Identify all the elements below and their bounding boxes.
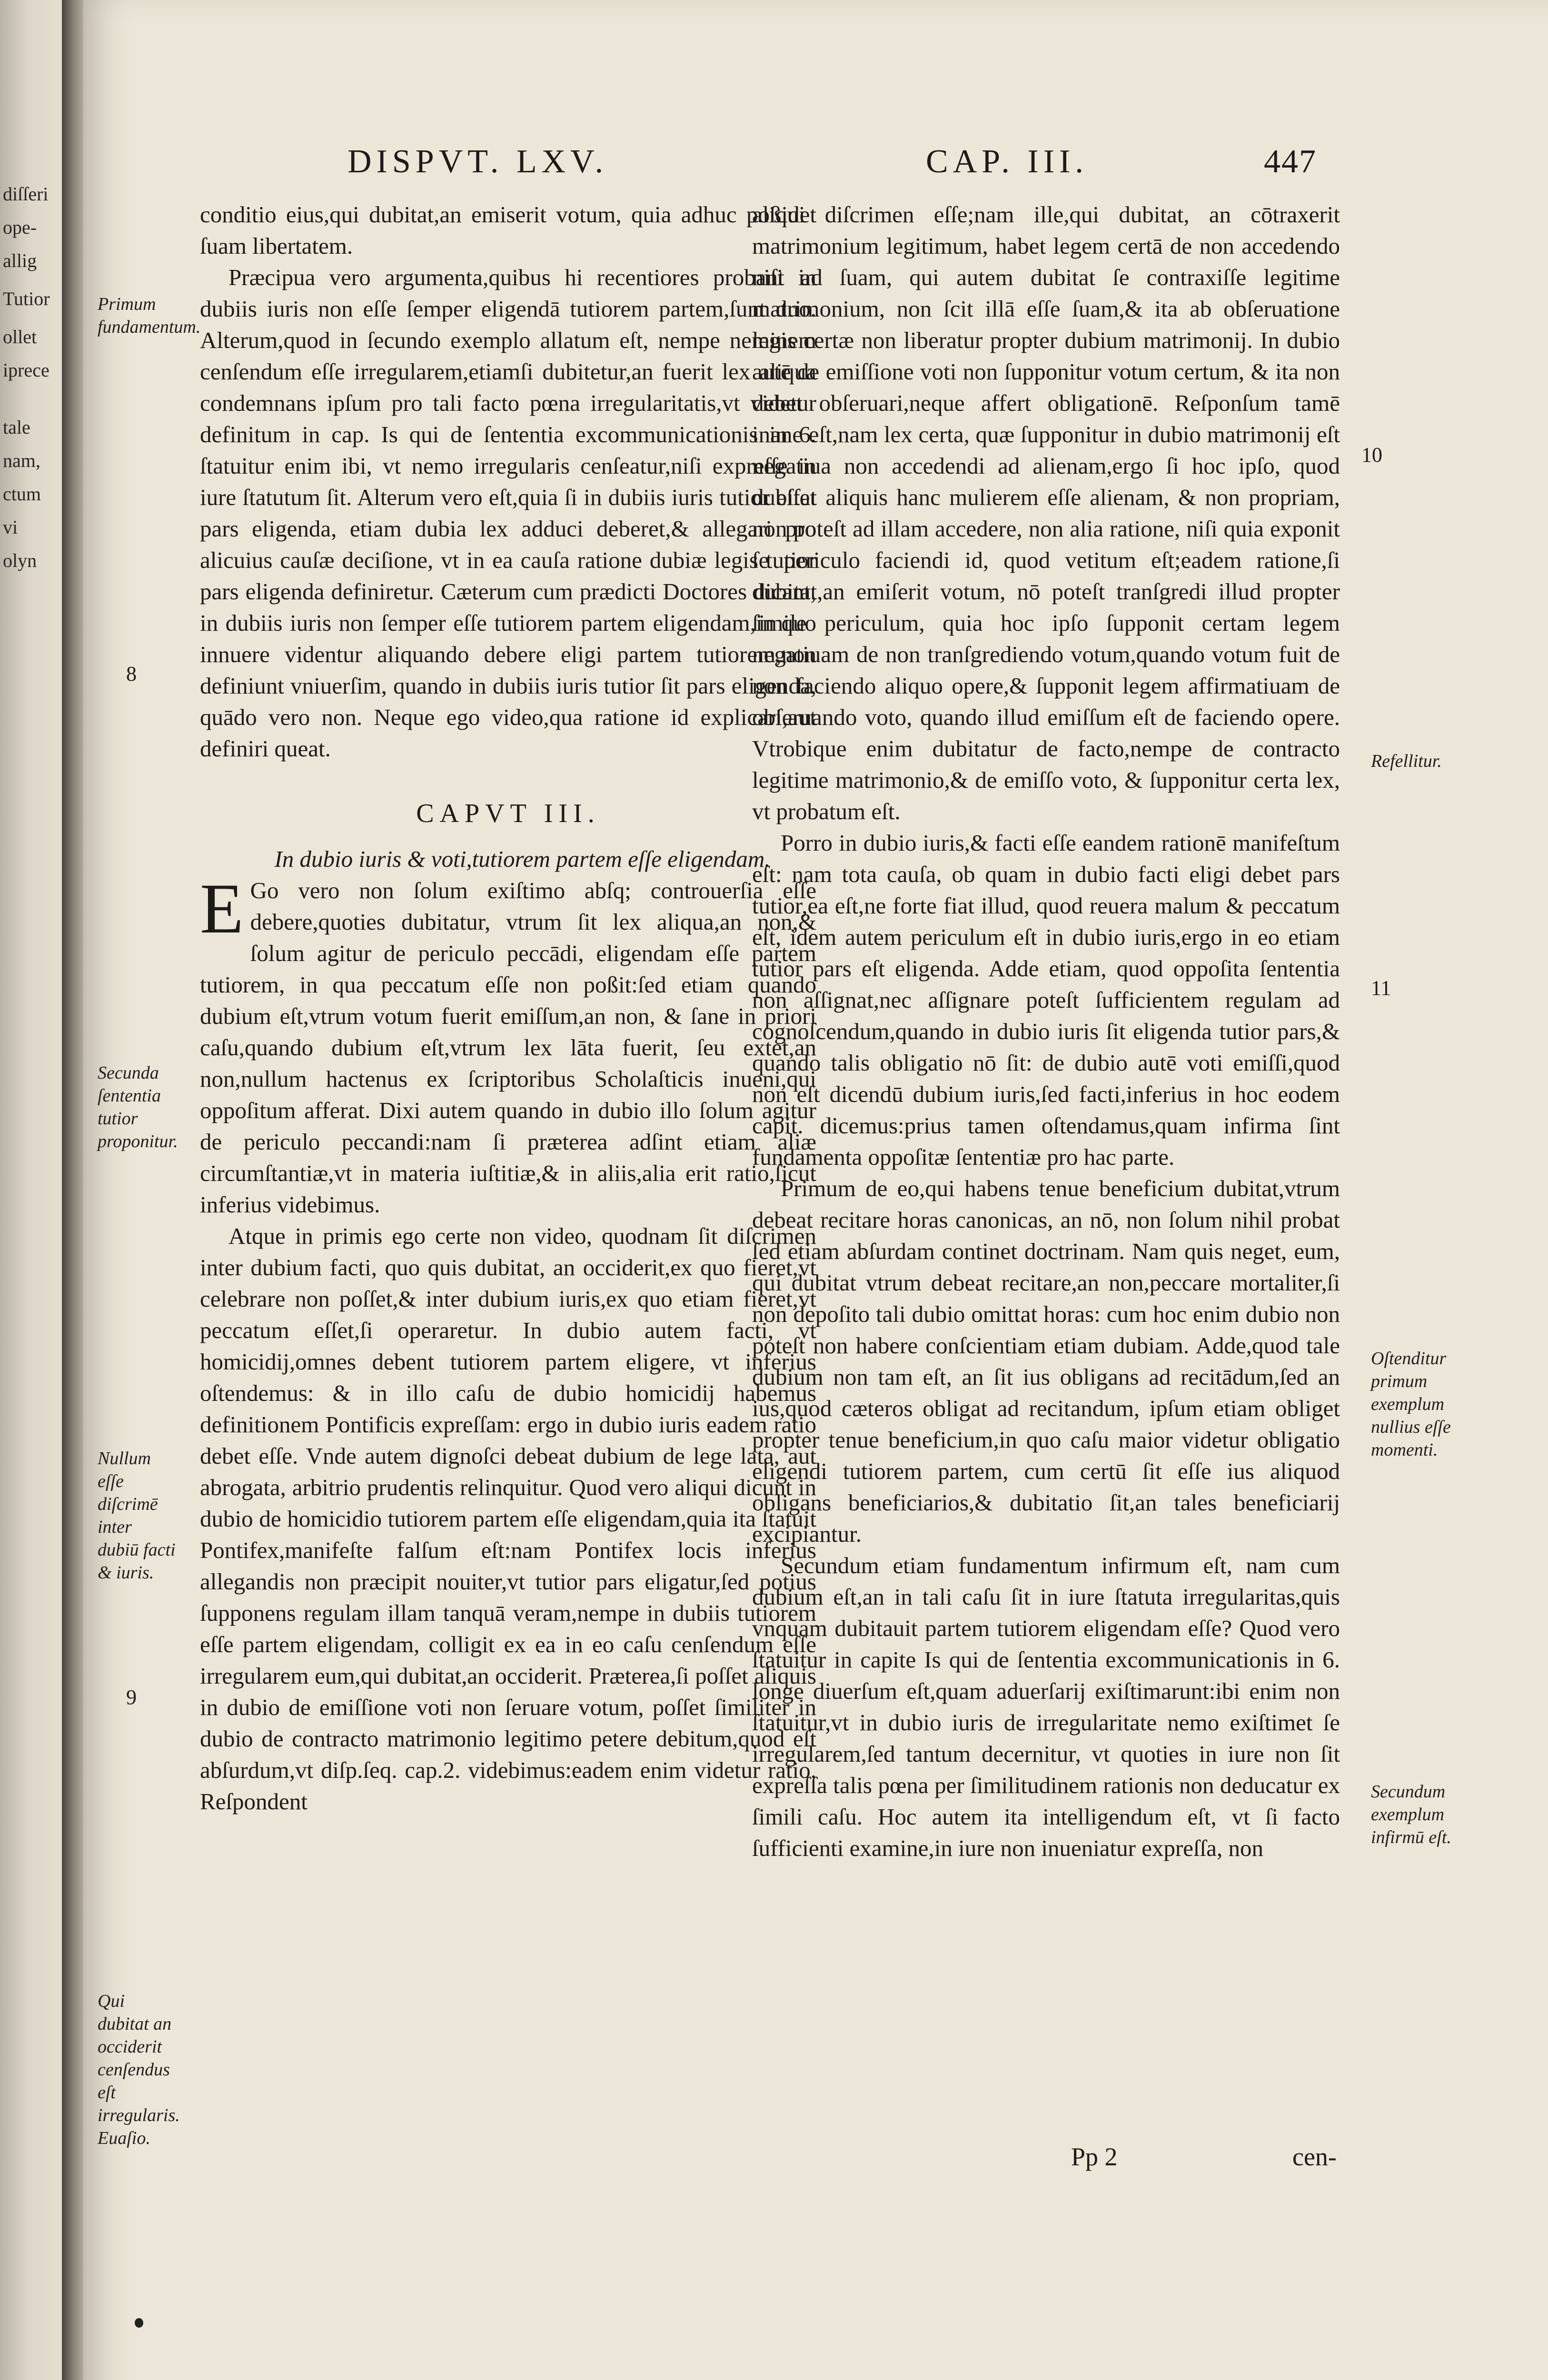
paragraph: Præcipua vero argumenta,quibus hi recentiores probant in dubiis iuris non eſſe ſemper eligendā tutiorem partem,ſunt duo. Alterum,quod in ſecundo exemplo allatum eſt, nempe neminem cenſendum eſſe irregularem,etiamſi dubitetur,an fuerit lex aliqua condemnans ipſum pro tali facto pœna irregularitatis,vt videtur definitum in cap. Is qui de ſententia excommunicationis in 6. ſtatuitur enim ibi, vt nemo irregularis cenſeatur,niſi expreſſe in iure ſtatutum ſit. Alterum vero eſt,quia ſi in dubiis iuris tutior eſſet pars eligenda, etiam dubia lex adduci deberet,& allegari pro alicuius cauſæ deciſione, vt in ea cauſa ratione dubiæ legis tutior pars eligenda definiretur. Cæterum cum prædicti Doctores dicant, in dubiis iuris non ſemper eſſe tutiorem partem eligendam,in quo innuere videntur aliquando debere eligi partem tutiorem,non definiunt vniuerſim, quando in dubiis iuris tutior ſit pars eligenda, quādo vero non. Neque ego video,qua ratione id explicari,aut definiri queat.	[200, 264, 816, 762]
right-column	[752, 199, 1340, 1864]
chapter-subtitle: In dubio iuris & voti,tutiorem partem eſſe eligendam.	[274, 846, 771, 872]
paragraph: Porro in dubio iuris,& facti eſſe eandem rationē manifeſtum eſt: nam tota cauſa, ob quam in dubio facti eligi debet pars tutior,ea eſt,ne forte fiat illud, quod reuera malum & peccatum eſt, idem autem periculum eſt in dubio iuris,ergo in eo etiam tutior pars eſt eligenda. Adde etiam, quod oppoſita ſententia non aſſignat,nec aſſignare poteſt ſufficientem regulam ad cognoſcendum,quando in dubio iuris ſit eligenda tutior pars,& quando talis obligatio nō ſit: de dubio autē voti emiſſi,quod non eſt dicendū dubium iuris,ſed facti,inferius in hoc eodem capit. dicemus:prius tamen oſtendamus,quam infirma ſint fundamenta oppoſitæ ſententiæ pro hac parte.	[752, 830, 1340, 1170]
prev-page-fragment: diſſeri	[3, 183, 49, 205]
prev-page-fragment: tale	[3, 416, 30, 438]
chapter-heading: CAPVT III.	[416, 799, 600, 828]
running-head-left: DISPVT. LXV.	[347, 143, 608, 180]
prev-page-fragment: vi	[3, 516, 18, 538]
margin-number: 8	[126, 662, 137, 685]
paragraph	[200, 869, 816, 1220]
paragraph: conditio eius,qui dubitat,an emiserit votum, quia adhuc poßidet ſuam libertatem.	[200, 201, 816, 259]
book-page	[83, 0, 1548, 2380]
running-head	[83, 143, 1548, 195]
margin-number: 9	[126, 1686, 137, 1709]
prev-page-fragment: ctum	[3, 483, 41, 505]
margin-note: Qui dubitat an occiderit cenſendus eſt irregularis. Euaſio.	[98, 1991, 180, 2148]
catchword: cen-	[1292, 2142, 1337, 2171]
prev-page-fragment: allig	[3, 250, 37, 271]
paragraph: Primum de eo,qui habens tenue beneficium dubitat,vtrum debeat recitare horas canonicas, an nō, non ſolum nihil probat ſed etiam abſurdam continet doctrinam. Nam quis neget, eum, qui dubitat vtrum debeat recitare,an non,peccare mortaliter,ſi non depoſito tali dubio omittat horas: cum hoc enim dubio non poteſt non habere conſcientiam etiam dubiam. Adde,quod tale dubium non tam eſt, an ſit ius obligans ad recitādum,ſed an ius,quod cæteros obligat ad recitandum, ipſum etiam obliget propter tenue beneficium,in quo caſu maior videtur obligatio eligendi tutiorem partem, cum certū ſit eſſe ius aliquod obligans beneficiarios,& dubitatio ſit,an tales beneficiarij excipiantur.	[752, 1175, 1340, 1547]
margin-note: Secundum exemplum infirmū eſt.	[1371, 1782, 1451, 1847]
signature-mark: Pp 2	[1071, 2142, 1118, 2171]
left-column	[200, 199, 816, 1817]
margin-number: 10	[1361, 443, 1382, 466]
drop-cap: E	[200, 869, 244, 948]
prev-page-fragment: iprece	[3, 359, 50, 381]
paragraph-text: Go vero non ſolum exiſtimo abſq; controuerſia eſſe debere,quoties dubitatur, vtrum ſit lex aliqua,an non,& ſolum agitur de periculo peccādi, eligendam eſſe partem tutiorem, in qua peccatum eſſe non poßit:ſed etiam quando dubium eſt,vtrum votum fuerit emiſſum,an non, & ſane in priori caſu,quando dubium eſt,vtrum lex lāta fuerit, ſeu extet,an non,nullum hactenus ex ſcriptoribus Scholaſticis inueni,qui oppoſitum afferat. Dixi autem quando in dubio illo ſolum agitur de periculo peccandi:nam ſi præterea adſint etiam aliæ circumſtantiæ,vt in materia iuſtitiæ,& in aliis,alia erit ratio,ſicut inferius videbimus.	[200, 877, 816, 1218]
prev-page-fragment: ollet	[3, 326, 37, 347]
margin-note: Primum fundamentum.	[98, 294, 201, 337]
paragraph: Secundum etiam fundamentum infirmum eſt, nam cum dubium eſt,an in tali caſu ſit in iure ſtatuta irregularitas,quis vnquam dubitauit partem tutiorem eligendam eſſe? Quod vero ſtatuitur in capite Is qui de ſententia excommunicationis in 6. longe diuerſum eſt,quam aduerſarij exiſtimarunt:ibi enim non ſtatuitur,vt in dubio iuris de irregularitate nemo exiſtimet ſe irregularem,ſed tantum decernitur, vt quoties in iure non ſit expreſſa talis pœna per ſimilitudinem rationis non deducatur ex ſimili caſu. Hoc autem ita intelligendum eſt, vt ſi facto ſufficienti examine,in iure non inueniatur expreſſa, non	[752, 1552, 1340, 1861]
margin-note: Secunda ſententia tutior proponitur.	[98, 1063, 178, 1151]
prev-page-fragment: ope-	[3, 217, 37, 238]
running-head-right: CAP. III.	[926, 143, 1088, 180]
ink-spot	[135, 2318, 143, 2328]
prev-page-fragment: nam,	[3, 450, 40, 471]
margin-note: Nullum eſſe diſcrimē inter dubiū facti & iuris.	[98, 1448, 176, 1583]
margin-number: 11	[1371, 976, 1391, 1000]
paragraph: Atque in primis ego certe non video, quodnam ſit diſcrimen inter dubium facti, quo quis dubitat, an occiderit,ex quo fieret,vt celebrare non poſſet,& inter dubium iuris,ex quo etiam fieret,vt peccatum eſſet,ſi operaretur. In dubio autem facti, vt homicidij,omnes debent tutiorem partem eligere, vt inferius oſtendemus: & in illo caſu de dubio homicidij habemus definitionem Pontificis expreſſam: ergo in dubio iuris eadem ratio debet eſſe. Vnde autem dignoſci debeat dubium de lege lata, aut abrogata, arbitrio prudentis relinquitur. Quod vero aliqui dicunt in dubio de homicidio tutiorem partem eſſe eligendam,quia ita ſtatuit Pontifex,manifeſte falſum eſt:nam Pontifex locis inferius allegandis non præcipit nouiter,vt tutior pars eligatur,ſed potius ſupponens regulam illam tanquā veram,nempe in dubiis tutiorem eſſe partem eligendam, colligit ex ea in eo caſu cenſendum eſſe irregularem eum,qui dubitat,an occiderit. Præterea,ſi poſſet aliquis in dubio de emiſſione voti non ſeruare votum, poſſet ſimiliter in dubio de contracto matrimonio legitimo petere debitum,quod eſt abſurdum,vt diſp.ſeq. cap.2. videbimus:eadem enim videtur ratio. Reſpondent	[200, 1223, 816, 1815]
previous-page-edge	[0, 0, 71, 2380]
prev-page-fragment: olyn	[3, 550, 37, 571]
prev-page-fragment: Tutior	[3, 288, 50, 309]
page-number: 447	[1264, 143, 1317, 180]
paragraph: aliqui diſcrimen eſſe;nam ille,qui dubitat, an cōtraxerit matrimonium legitimum, habet legem certā de non accedendo niſi ad ſuam, qui autem dubitat ſe contraxiſſe legitime matrimonium, non ſcit illā eſſe ſuam,& ita ab obſeruatione legis certæ non liberatur propter dubium matrimonij. In dubio autē de emiſſione voti non ſupponitur votum certum, & ita non debet obſeruari,neque affert obligationē. Reſponſum tamē inane eſt,nam lex certa, quæ ſupponitur in dubio matrimonij eſt negatiua non accedendi ad alienam,ergo ſi hoc ipſo, quod dubitat aliquis hanc mulierem eſſe alienam, & non propriam, non poteſt ad illam accedere, non alia ratione, niſi quia exponit ſe periculo faciendi id, quod vetitum eſt;eadem ratione,ſi dubitat,an emiſerit votum, nō poteſt tranſgredi illud propter ſimile periculum, quia hoc ipſo ſupponit certam legem negatiuam de non tranſgrediendo votum,quando votum fuit de non faciendo aliquo opere,& ſupponit legem affirmatiuam de obſeruando voto, quando illud emiſſum eſt de faciendo opere. Vtrobique enim dubitatur de facto,nempe de contracto legitime matrimonio,& de emiſſo voto, & ſupponitur certa lex, vt probatum eſt.	[752, 201, 1340, 824]
margin-note: Refellitur.	[1371, 751, 1442, 771]
margin-note: Oſtenditur primum exemplum nullius eſſe momenti.	[1371, 1349, 1451, 1460]
